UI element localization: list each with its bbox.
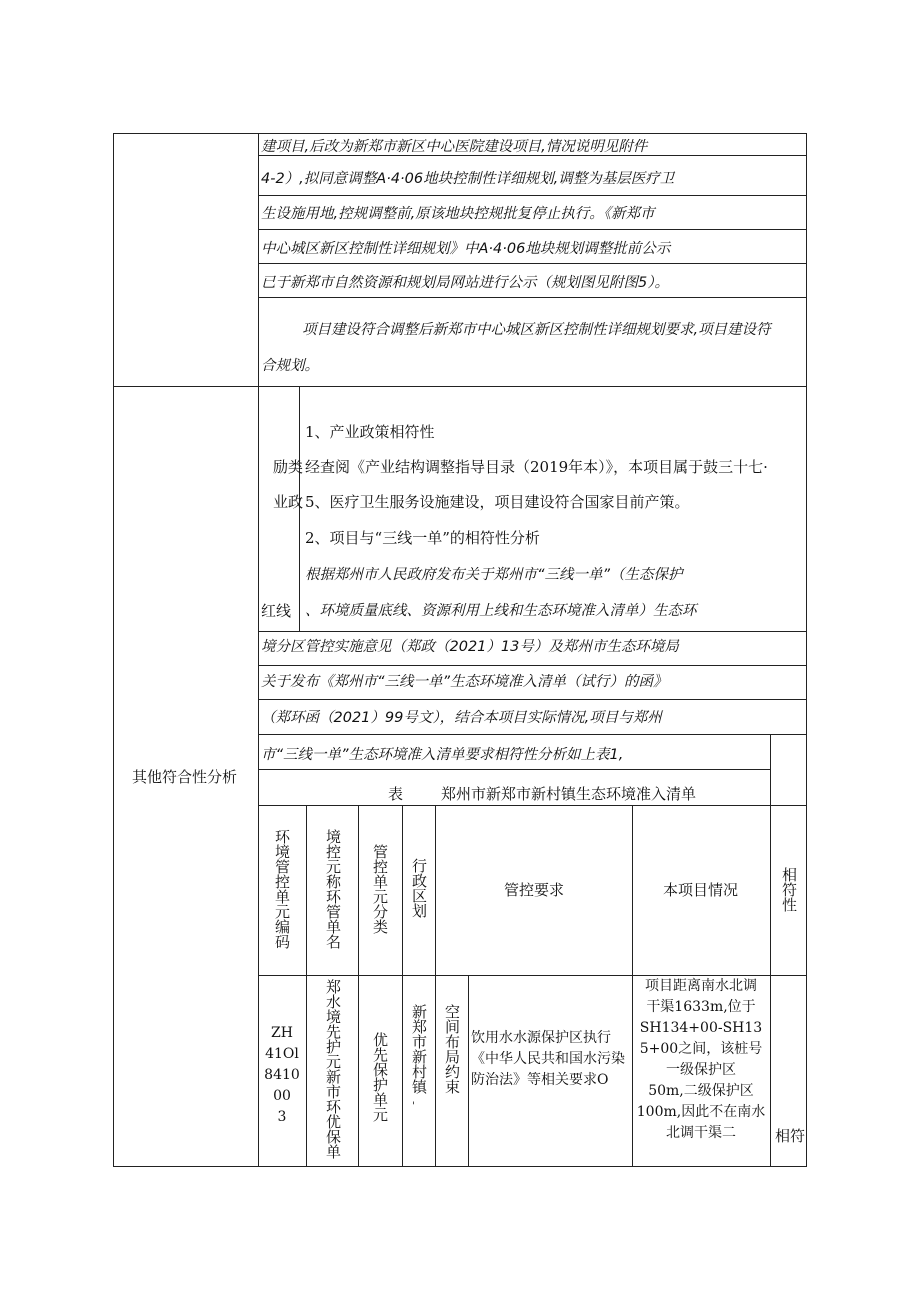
cell-requirement: 饮用水水源保护区执行《中华人民共和国水污染防治法》等相关要求O	[471, 1030, 625, 1088]
row-line	[258, 631, 806, 632]
header-unit-category: 管控单元分类	[371, 844, 389, 934]
three-lines-para-6: 市“三线一单”生态环境准入清单要求相符性分析如上表1,	[261, 747, 624, 763]
plan-line-1: 建项目,后改为新郑市新区中心医院建设项目,情况说明见附件	[261, 139, 648, 155]
three-lines-para-1: 根据郑州市人民政府发布关于郑州市“三线一单”（生态保护	[305, 567, 683, 583]
cell-situation: 项目距离南水北调 干渠1633m,位于 SH134+00-SH13 5+00之间，该桩号 一级保护区 50m,二级保护区 100m,因此不在南水 北调干渠二	[636, 978, 766, 1141]
plan-line-4: 中心城区新区控制性详细规划》中A·4·06地块规划调整批前公示	[261, 241, 671, 257]
table-left-border	[113, 133, 114, 1167]
cell-unit-name: 郑水境先护元新市环优保单	[324, 979, 342, 1159]
table-caption: 郑州市新郑市新村镇生态环境准入清单	[441, 785, 697, 803]
label-column-divider	[258, 133, 259, 1167]
industry-policy-line-2: 5、医疗卫生服务设施建设，项目建设符合国家目前产策。	[305, 493, 690, 511]
three-lines-para-3: 境分区管控实施意见（郑政（2021）13号）及郑州市生态环境局	[261, 639, 679, 655]
header-compliance: 相符性	[780, 867, 798, 912]
header-unit-code: 环境管控单元编码	[273, 829, 291, 949]
col-line	[306, 805, 307, 1166]
plan-line-2: 4-2）,拟同意调整A·4·06地块控制性详细规划,调整为基层医疗卫	[261, 171, 675, 187]
other-compliance-label: 其他符合性分析	[132, 768, 238, 786]
table-bottom-border	[113, 1166, 806, 1167]
industry-policy-line-1: 经查阅《产业结构调整指导目录（2019年本）》，本项目属于鼓三十七·	[305, 458, 768, 476]
section-divider	[113, 386, 806, 387]
header-situation: 本项目情况	[663, 881, 739, 899]
row-line	[258, 805, 806, 806]
col-line	[402, 805, 403, 1166]
table-top-border	[113, 133, 806, 134]
plan-line-3: 生设施用地,控规调整前,原该地块控规批复停止执行。《新郑市	[261, 206, 655, 222]
row-line	[258, 665, 806, 666]
row-line	[258, 769, 770, 770]
inner-vline	[770, 734, 771, 1166]
three-lines-heading: 2、项目与“三线一单”的相符性分析	[305, 529, 540, 547]
header-requirement: 管控要求	[504, 881, 565, 899]
side-fragment: 红线	[261, 602, 292, 620]
col-line	[358, 805, 359, 1166]
cell-region-mark: '	[412, 1101, 415, 1112]
col-line	[468, 975, 469, 1166]
side-fragment: 业政	[273, 493, 304, 511]
header-region: 行政区划	[410, 858, 428, 918]
side-fragment: 励类	[273, 458, 304, 476]
table-caption-prefix: 表	[388, 785, 404, 803]
three-lines-para-2: 、环境质量底线、资源利用上线和生态环境准入清单）生态环	[305, 603, 697, 619]
cell-region: 新郑市新村镇	[410, 1004, 428, 1094]
row-line	[258, 229, 806, 230]
row-line	[258, 263, 806, 264]
cell-compliance: 相符	[775, 1127, 806, 1145]
row-line	[258, 734, 806, 735]
cell-constraint-type: 空间布局约束	[443, 1004, 461, 1094]
three-lines-para-5: （郑环函（2021）99号文），结合本项目实际情况,项目与郑州	[261, 710, 662, 726]
plan-conclusion-line-1: 项目建设符合调整后新郑市中心城区新区控制性详细规划要求,项目建设符	[302, 322, 771, 338]
three-lines-para-4: 关于发布《郑州市“三线一单”生态环境准入清单（试行）的函》	[261, 674, 668, 690]
cell-unit-category: 优先保护单元	[371, 1032, 389, 1122]
header-unit-name: 境控元称环管单名	[324, 829, 342, 949]
row-line	[258, 699, 806, 700]
row-line	[258, 297, 806, 298]
table-right-border	[806, 133, 807, 1167]
plan-line-5: 已于新郑市自然资源和规划局网站进行公示（规划图见附图5）。	[261, 275, 669, 291]
cell-unit-code: ZH 41Ol 8410 00 3	[264, 1025, 300, 1125]
col-line	[435, 805, 436, 1166]
plan-conclusion-line-2: 合规划。	[261, 358, 319, 374]
row-line	[258, 195, 806, 196]
industry-policy-heading: 1、产业政策相符性	[305, 423, 435, 441]
